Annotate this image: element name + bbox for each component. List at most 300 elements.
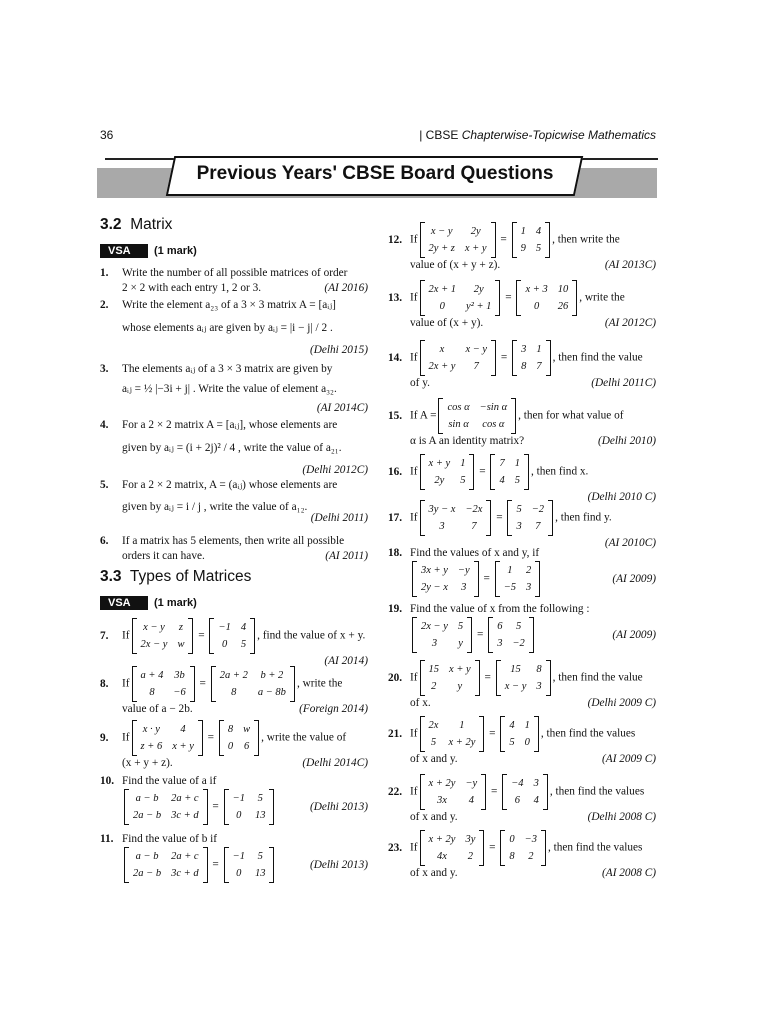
matrix <box>124 847 208 883</box>
matrix-cell: x + 2y <box>448 737 476 748</box>
question-source: (AI 2009) <box>612 572 656 585</box>
question-prefix: If <box>410 841 418 854</box>
matrix-cell: b + 2 <box>260 670 284 681</box>
bracket-right <box>479 830 484 866</box>
question-tail: , then find x. <box>530 465 589 478</box>
matrix-cell: 2x <box>428 720 439 731</box>
question-text-line2: of x and y. <box>410 753 458 765</box>
question-source: (AI 2008 C) <box>602 867 656 879</box>
matrix <box>495 561 541 597</box>
question-prefix: If <box>410 291 418 304</box>
question-21 <box>388 716 656 767</box>
matrix-cell: 3 <box>521 344 527 355</box>
question-source: (AI 2013C) <box>604 259 656 271</box>
question-number: 19. <box>388 603 403 615</box>
question-number: 18. <box>388 547 403 559</box>
matrix-cell: 8 <box>227 724 234 735</box>
matrix-cell: y <box>457 681 463 692</box>
section-heading-3-3: 3.3 Types of Matrices <box>100 568 252 585</box>
question-8 <box>100 666 368 717</box>
question-source: (Delhi 2011C) <box>591 377 656 389</box>
matrix-cell: 1 <box>507 565 513 576</box>
matrix-cell: 5 <box>257 793 263 804</box>
bracket-right <box>534 716 539 752</box>
matrix-cell: 2 <box>467 851 474 862</box>
matrix-cell: 2y − x <box>421 582 448 593</box>
question-number: 17. <box>388 511 403 524</box>
matrix-cell: 2a + c <box>171 793 199 804</box>
matrix <box>132 720 203 756</box>
bracket-right <box>535 561 540 597</box>
question-prefix: If <box>122 629 130 642</box>
equals-sign: = <box>488 785 501 798</box>
matrix-cell: 0 <box>236 868 242 879</box>
matrix-cell: y² + 1 <box>466 301 492 312</box>
matrix-cell: a − b <box>135 793 159 804</box>
question-number: 16. <box>388 465 403 478</box>
matrix <box>420 454 475 490</box>
matrix <box>132 618 194 654</box>
matrix-cell: −6 <box>173 687 186 698</box>
matrix-cell: 9 <box>520 243 526 254</box>
question-number: 12. <box>388 233 403 246</box>
question-number: 15. <box>388 409 403 422</box>
matrix-cell: x + 3 <box>525 284 548 295</box>
matrix-cell: 2a + c <box>171 851 199 862</box>
matrix-cell: −sin α <box>479 402 508 413</box>
question-22 <box>388 774 656 825</box>
question-11 <box>100 832 368 883</box>
matrix-cell: 7 <box>473 361 479 372</box>
equals-sign: = <box>480 572 493 585</box>
matrix-cell: 10 <box>557 284 569 295</box>
matrix-cell: 4 <box>240 622 247 633</box>
matrix-cell: 0 <box>236 810 242 821</box>
question-text-line2: (x + y + z). <box>122 757 173 769</box>
matrix-cell: 15 <box>428 664 440 675</box>
question-source: (Delhi 2010) <box>597 435 656 447</box>
matrix-cell: 4 <box>533 795 539 806</box>
bracket-right <box>479 716 484 752</box>
matrix-cell: −4 <box>511 778 524 789</box>
question-prefix: If <box>410 465 418 478</box>
question-number: 20. <box>388 671 403 684</box>
matrix-cell: a − 8b <box>257 687 286 698</box>
equals-sign: = <box>493 511 506 524</box>
question-tail: , write the <box>579 291 625 304</box>
matrix-cell: 3 <box>516 521 522 532</box>
question-source: (AI 2009) <box>612 628 656 641</box>
question-text-line2: of x and y. <box>410 867 458 879</box>
matrix <box>209 618 255 654</box>
matrix-cell: cos α <box>482 419 505 430</box>
matrix-cell: 1 <box>459 720 465 731</box>
equals-sign: = <box>209 858 222 871</box>
matrix-cell: 3x <box>437 795 447 806</box>
question-19 <box>388 602 656 653</box>
matrix-cell: 7 <box>471 521 477 532</box>
equation-line <box>410 617 656 653</box>
bracket-right <box>548 500 553 536</box>
matrix-cell: 2x − y <box>421 621 448 632</box>
matrix <box>490 454 529 490</box>
equals-sign: = <box>497 233 510 246</box>
banner-title: Previous Years' CBSE Board Questions <box>196 163 554 184</box>
question-6: 6. If a matrix has 5 elements, then write all possible orders it can have. (AI 2011) <box>100 535 368 562</box>
matrix-cell: 3c + d <box>171 810 199 821</box>
question-text-line2: of y. <box>410 377 430 389</box>
matrix-cell: x + 2y <box>428 778 456 789</box>
question-source: (Delhi 2013) <box>309 800 368 813</box>
matrix <box>420 280 501 316</box>
matrix <box>488 617 534 653</box>
question-source: (Delhi 2008 C) <box>587 811 656 823</box>
matrix-cell: 0 <box>227 741 234 752</box>
matrix <box>124 789 208 825</box>
matrix-cell: x <box>439 344 445 355</box>
question-tail: , then find the values <box>549 785 645 798</box>
matrix-cell: x − y <box>430 226 453 237</box>
question-prefix: If <box>410 351 418 364</box>
matrix-cell: 1 <box>460 458 466 469</box>
matrix-cell: 3y − x <box>428 504 456 515</box>
matrix-cell: −2 <box>512 638 525 649</box>
bracket-right <box>546 340 551 376</box>
matrix-cell: 5 <box>535 243 542 254</box>
question-text-line2: of x and y. <box>410 811 458 823</box>
matrix-cell: 4 <box>468 795 474 806</box>
matrix-cell: 2a − b <box>133 868 162 879</box>
question-prefix: If <box>410 727 418 740</box>
matrix-cell: x + y <box>449 664 471 675</box>
question-source: (Delhi 2009 C) <box>587 697 656 709</box>
matrix <box>512 222 551 258</box>
question-prefix: If <box>410 785 418 798</box>
matrix-cell: −y <box>465 778 478 789</box>
question-4: 4. For a 2 × 2 matrix A = [aᵢⱼ], whose elements are given by aᵢⱼ = (i + 2j)² / 4 , write the value of a₂₁. (Delhi 2012C) <box>100 419 368 476</box>
equation-line <box>410 561 656 597</box>
matrix <box>420 340 497 376</box>
question-9 <box>100 720 368 771</box>
bracket-right <box>269 789 274 825</box>
question-source: (Foreign 2014) <box>299 703 368 715</box>
bracket-right <box>469 454 474 490</box>
matrix-cell: 4 <box>509 720 515 731</box>
question-text-line2: value of (x + y). <box>410 317 484 329</box>
bracket-right <box>511 398 516 434</box>
question-number: 10. <box>100 775 115 787</box>
matrix <box>132 666 195 702</box>
matrix-cell: −3 <box>524 834 537 845</box>
question-number: 22. <box>388 785 403 798</box>
bracket-right <box>198 720 203 756</box>
question-prefix: If <box>122 731 130 744</box>
matrix <box>420 830 485 866</box>
matrix <box>420 716 485 752</box>
book-title: | CBSE Chapterwise-Topicwise Mathematics <box>419 128 656 142</box>
question-prefix: If A = <box>410 409 437 422</box>
question-tail: , then find the value <box>552 671 643 684</box>
bracket-right <box>491 222 496 258</box>
matrix <box>516 280 577 316</box>
question-text: Find the value of x from the following : <box>410 603 590 615</box>
matrix-cell: z <box>178 622 183 633</box>
question-number: 8. <box>100 677 109 690</box>
matrix-cell: 5 <box>460 475 466 486</box>
matrix-cell: 1 <box>514 458 520 469</box>
bracket-right <box>541 830 546 866</box>
equation-line <box>122 847 368 883</box>
question-17 <box>388 500 656 551</box>
matrix-cell: sin α <box>448 419 469 430</box>
equals-sign: = <box>481 671 494 684</box>
question-13 <box>388 280 656 331</box>
question-number: 7. <box>100 629 109 642</box>
question-1: 1. Write the number of all possible matrices of order 2 × 2 with each entry 1, 2 or 3. (AI 2016) <box>100 267 368 294</box>
bracket-right <box>524 454 529 490</box>
bracket-right <box>250 618 255 654</box>
question-text: Find the values of x and y, if <box>410 547 540 559</box>
question-source: (AI 2010C) <box>604 537 656 549</box>
matrix-cell: a + 4 <box>140 670 164 681</box>
question-16 <box>388 454 656 505</box>
matrix-cell: 5 <box>514 475 520 486</box>
matrix-cell: −1 <box>232 793 245 804</box>
matrix-cell: 2y <box>434 475 445 486</box>
question-text-line2: α is A an identity matrix? <box>410 435 525 447</box>
question-number: 21. <box>388 727 403 740</box>
question-tail: , write the value of <box>261 731 347 744</box>
matrix-cell: 8 <box>536 664 542 675</box>
matrix-cell: 3 <box>526 582 532 593</box>
matrix-cell: x · y <box>142 724 160 735</box>
question-number: 23. <box>388 841 403 854</box>
matrix-cell: 2 <box>528 851 534 862</box>
vsa-tag-2: VSA (1 mark) <box>100 596 197 610</box>
bracket-right <box>475 660 480 696</box>
vsa-tag-1: VSA (1 mark) <box>100 244 197 258</box>
equals-sign: = <box>502 291 515 304</box>
bracket-right <box>203 789 208 825</box>
matrix-cell: 1 <box>520 226 526 237</box>
bracket-right <box>188 618 193 654</box>
matrix-cell: 5 <box>430 737 437 748</box>
matrix-cell: x − y <box>504 681 527 692</box>
matrix-cell: x + y <box>172 741 194 752</box>
bracket-right <box>545 222 550 258</box>
matrix-cell: 2y <box>473 284 484 295</box>
matrix <box>496 660 551 696</box>
matrix-cell: −2x <box>465 504 483 515</box>
page-number: 36 <box>100 128 114 142</box>
matrix-cell: 2y <box>470 226 481 237</box>
matrix-cell: x − y <box>143 622 165 633</box>
question-prefix: If <box>410 233 418 246</box>
question-15 <box>388 398 656 449</box>
matrix-cell: 0 <box>524 737 530 748</box>
question-7 <box>100 618 368 669</box>
question-20 <box>388 660 656 711</box>
bracket-right <box>254 720 259 756</box>
matrix-cell: x + y <box>428 458 451 469</box>
equals-sign: = <box>476 465 489 478</box>
equals-sign: = <box>204 731 217 744</box>
matrix-cell: 6 <box>497 621 503 632</box>
matrix <box>420 222 496 258</box>
matrix-cell: −1 <box>218 622 231 633</box>
matrix-cell: 7 <box>499 458 505 469</box>
question-prefix: If <box>122 677 130 690</box>
equals-sign: = <box>195 629 208 642</box>
equals-sign: = <box>486 727 499 740</box>
matrix-cell: 2 <box>526 565 532 576</box>
matrix-cell: 3 <box>439 521 445 532</box>
bracket-right <box>486 500 491 536</box>
bracket-right <box>474 561 479 597</box>
question-number: 11. <box>100 833 114 845</box>
matrix-cell: 3 <box>461 582 467 593</box>
matrix <box>224 789 275 825</box>
equals-sign: = <box>209 800 222 813</box>
matrix-cell: −5 <box>503 582 517 593</box>
matrix-cell: 0 <box>439 301 445 312</box>
matrix <box>507 500 553 536</box>
matrix-cell: 4x <box>437 851 447 862</box>
matrix-cell: 3 <box>497 638 503 649</box>
matrix-cell: 3y <box>465 834 476 845</box>
matrix <box>224 847 275 883</box>
question-text-line2: value of a − 2b. <box>122 703 193 715</box>
matrix-cell: 15 <box>510 664 521 675</box>
matrix <box>412 617 472 653</box>
matrix-cell: 0 <box>533 301 540 312</box>
matrix-cell: 8 <box>521 361 527 372</box>
matrix-cell: 3c + d <box>171 868 199 879</box>
matrix-cell: a − b <box>135 851 159 862</box>
matrix-cell: 3 <box>536 681 542 692</box>
matrix <box>438 398 516 434</box>
bracket-right <box>467 617 472 653</box>
matrix-cell: 4 <box>535 226 542 237</box>
matrix-cell: 13 <box>254 868 266 879</box>
matrix-cell: −1 <box>232 851 245 862</box>
matrix-cell: 6 <box>514 795 521 806</box>
matrix-cell: 8 <box>509 851 515 862</box>
question-5: 5. For a 2 × 2 matrix, A = (aᵢⱼ) whose elements are given by aᵢⱼ = i / j , write the value of a₁₂. (Delhi 2011) <box>100 479 368 524</box>
matrix-cell: x − y <box>465 344 488 355</box>
question-3: 3. The elements aᵢⱼ of a 3 × 3 matrix are given by aᵢⱼ = ½ |−3i + j| . Write the value of element a₃₂. (AI 2014C) <box>100 363 368 414</box>
matrix <box>420 774 487 810</box>
matrix-cell: 5 <box>457 621 464 632</box>
question-tail: , then find the values <box>547 841 643 854</box>
matrix-cell: z + 6 <box>140 741 163 752</box>
matrix-cell: 4 <box>499 475 505 486</box>
question-tail: , then for what value of <box>518 409 624 422</box>
equals-sign: = <box>498 351 511 364</box>
matrix-cell: 2x + y <box>428 361 456 372</box>
matrix-cell: 26 <box>557 301 569 312</box>
bracket-right <box>203 847 208 883</box>
question-14 <box>388 340 656 391</box>
matrix-cell: 5 <box>257 851 263 862</box>
matrix-cell: 2x + 1 <box>428 284 457 295</box>
matrix-cell: 3 <box>533 778 539 789</box>
matrix-cell: 3b <box>174 670 185 681</box>
matrix-cell: 6 <box>244 741 250 752</box>
question-12 <box>388 222 656 273</box>
matrix-cell: −2 <box>531 504 545 515</box>
question-number: 13. <box>388 291 403 304</box>
bracket-right <box>269 847 274 883</box>
matrix <box>420 500 492 536</box>
question-tail: , then find y. <box>555 511 612 524</box>
question-source: (AI 2009 C) <box>602 753 656 765</box>
matrix-cell: x + y <box>464 243 487 254</box>
matrix-cell: 2a + 2 <box>219 670 248 681</box>
question-10 <box>100 774 368 825</box>
matrix-cell: cos α <box>447 402 470 413</box>
matrix-cell: 1 <box>524 720 530 731</box>
bracket-right <box>290 666 295 702</box>
equation-line <box>122 789 368 825</box>
matrix-cell: 4 <box>180 724 186 735</box>
matrix <box>500 830 546 866</box>
question-tail: , then find the value <box>552 351 643 364</box>
matrix-cell: 7 <box>535 521 541 532</box>
question-tail: , find the value of x + y. <box>257 629 366 642</box>
equals-sign: = <box>196 677 209 690</box>
section-heading-3-2: 3.2 Matrix <box>100 216 173 233</box>
question-prefix: If <box>410 511 418 524</box>
matrix-cell: y <box>458 638 463 649</box>
matrix-cell: 8 <box>149 687 155 698</box>
book-title-text: Chapterwise-Topicwise Mathematics <box>461 128 656 142</box>
matrix-cell: 2a − b <box>133 810 162 821</box>
matrix-cell: 0 <box>222 639 228 650</box>
question-23 <box>388 830 656 881</box>
bracket-right <box>572 280 577 316</box>
question-prefix: If <box>410 671 418 684</box>
question-number: 9. <box>100 731 109 744</box>
question-number: 14. <box>388 351 403 364</box>
question-2: 2. Write the element a₂₃ of a 3 × 3 matrix A = [aᵢⱼ] whose elements aᵢⱼ are given by aᵢⱼ = |i − j| / 2 . (Delhi 2015) <box>100 299 368 356</box>
matrix-cell: 3 <box>431 638 438 649</box>
matrix <box>502 774 548 810</box>
question-18 <box>388 546 656 597</box>
matrix-cell: x + 2y <box>428 834 456 845</box>
question-source: (Delhi 2010 C) <box>587 491 656 503</box>
matrix <box>211 666 295 702</box>
question-text: Find the value of b if <box>122 833 218 845</box>
bracket-right <box>543 774 548 810</box>
column-divider <box>386 210 387 890</box>
matrix-cell: 2y + z <box>428 243 455 254</box>
bracket-right <box>491 340 496 376</box>
question-tail: , write the <box>296 677 343 690</box>
bracket-right <box>190 666 195 702</box>
matrix <box>219 720 259 756</box>
equals-sign: = <box>474 628 487 641</box>
matrix-cell: 2 <box>431 681 437 692</box>
question-source: (AI 2012C) <box>604 317 656 329</box>
matrix-cell: 5 <box>516 504 522 515</box>
matrix-cell: 0 <box>509 834 515 845</box>
question-source: (AI 2014) <box>324 655 368 667</box>
question-source: (Delhi 2014C) <box>302 757 368 769</box>
matrix-cell: −y <box>457 565 470 576</box>
question-text-line2: of x. <box>410 697 431 709</box>
matrix <box>412 561 479 597</box>
